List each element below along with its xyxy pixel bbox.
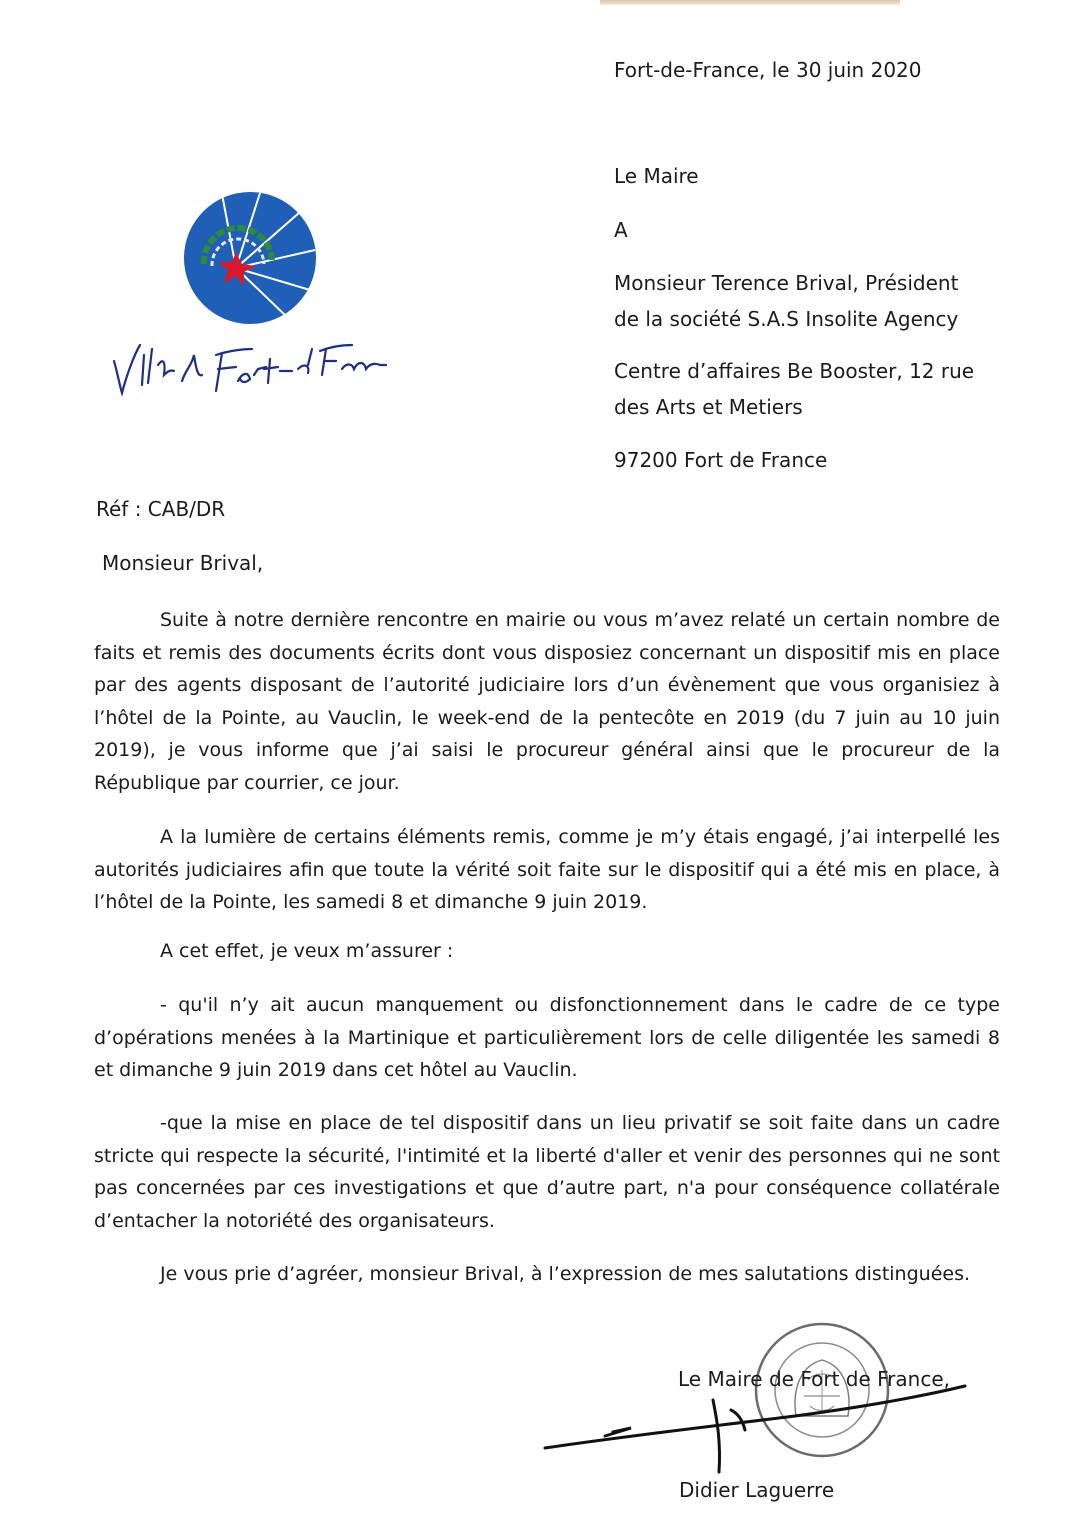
body-paragraph-2: A la lumière de certains éléments remis, comme je m’y étais engagé, j’ai interpellé les autorités judiciaires afin que toute la vérité soit faite sur le dispositif qui a été mis en place, à l’hôtel de la Pointe, les samedi 8 et dimanche 9 juin 2019. xyxy=(94,826,1000,913)
recipient-line-2: de la société S.A.S Insolite Agency xyxy=(614,307,959,331)
address-line-1: Centre d’affaires Be Booster, 12 rue xyxy=(614,359,975,383)
scan-edge-mark xyxy=(600,0,900,5)
city-name-script xyxy=(108,325,393,400)
body-paragraph-3: A cet effet, je veux m’assurer : xyxy=(160,940,454,962)
reference: Réf : CAB/DR xyxy=(96,497,226,521)
place-date: Fort-de-France, le 30 juin 2020 xyxy=(614,58,922,82)
recipient-line-1: Monsieur Terence Brival, Président xyxy=(614,271,959,295)
body-paragraph-5: -que la mise en place de tel dispositif dans un lieu privatif se soit faite dans un cadre stricte qui respecte la sécurité, l'intimité et la liberté d'aller et venir des personnes qui ne sont pas concernées par ces investigations et que d’autre part, n'a pour conséquence collatérale d’entacher la notoriété des organisateurs. xyxy=(94,1112,1000,1232)
signatory-name: Didier Laguerre xyxy=(679,1478,835,1502)
salutation: Monsieur Brival, xyxy=(102,551,264,575)
body-paragraph-6: Je vous prie d’agréer, monsieur Brival, à l’expression de mes salutations distinguées. xyxy=(160,1263,971,1285)
postal-city: 97200 Fort de France xyxy=(614,448,828,472)
handwritten-signature xyxy=(535,1380,975,1480)
body-paragraph-4: - qu'il n’y ait aucun manquement ou disfonctionnement dans le cadre de ce type d’opérations menées à la Martinique et particulièrement lors de celle diligentée les samedi 8 et dimanche 9 juin 2019 dans cet hôtel au Vauclin. xyxy=(94,994,1000,1081)
to-marker: A xyxy=(614,218,628,242)
sender-title: Le Maire xyxy=(614,164,699,188)
city-logo-icon xyxy=(182,190,318,326)
address-line-2: des Arts et Metiers xyxy=(614,395,803,419)
body-paragraph-1: Suite à notre dernière rencontre en mairie ou vous m’avez relaté un certain nombre de faits et remis des documents écrits dont vous disposiez concernant un dispositif mis en place par des agents disposant de l’autorité judiciaire lors d’un évènement que vous organisiez à l’hôtel de la Pointe, au Vauclin, le week-end de la pentecôte en 2019 (du 7 juin au 10 juin 2019), je vous informe que j’ai saisi le procureur général ainsi que le procureur de la République par courrier, ce jour. xyxy=(94,609,1000,794)
closing-title: Le Maire de Fort de France, xyxy=(678,1367,950,1391)
